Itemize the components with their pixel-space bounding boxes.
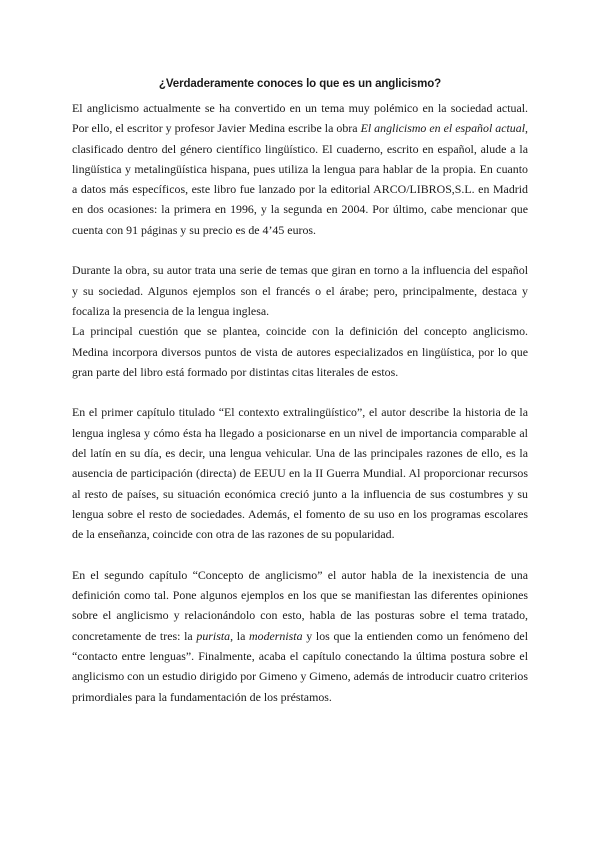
paragraph-text: El anglicismo actualmente se ha convertido en un tema muy polémico en la sociedad actual. Por ello, el escritor y profesor Javier Medina escribe la obra <box>72 101 528 136</box>
paragraph-main-question: La principal cuestión que se plantea, coincide con la definición del concepto anglicismo. Medina incorpora diversos puntos de vista de autores especializados en lingüística, por lo que gran parte del libro está formado por distintas citas literales de estos. <box>72 324 528 379</box>
paragraph-introduction <box>72 98 528 240</box>
paragraph-themes: Durante la obra, su autor trata una serie de temas que giran en torno a la influencia del español y su sociedad. Algunos ejemplos son el francés o el árabe; pero, principalmente, destaca y focaliza la presencia de la lengua inglesa. <box>72 263 528 318</box>
paragraph-chapter-two <box>72 565 528 707</box>
term-modernista: modernista <box>249 628 303 643</box>
paragraph-chapter-one: En el primer capítulo titulado “El contexto extralingüístico”, el autor describe la historia de la lengua inglesa y cómo ésta ha llegado a posicionarse en un nivel de importancia comparable al del latín en su día, es decir, una lengua vehicular. Una de las principales razones de ello, es la ausencia de participación (directa) de EEUU en la II Guerra Mundial. Al proporcionar recursos al resto de países, su situación económica creció junto a la influencia de sus costumbres y su lengua sobre el resto de sociedades. Además, el fomento de su uso en los programas escolares de la enseñanza, coincide con otra de las razones de su popularidad. <box>72 405 528 542</box>
paragraph-text: En el segundo capítulo “Concepto de anglicismo” el autor habla de la inexistencia de una definición como tal. Pone algunos ejemplos en los que se manifiestan las diferentes opiniones sobre el anglicismo y relacionándolo con esto, habla de las posturas sobre el tema tratado, concretamente de tres: la <box>72 567 528 643</box>
book-title: El anglicismo en el español actual <box>360 121 526 136</box>
term-purista: purista <box>196 628 231 643</box>
paragraph-text: y los que la entienden como un fenómeno del “contacto entre lenguas”. Finalmente, acaba el capítulo conectando la última postura sobre el anglicismo con un estudio dirigido por Gimeno y Gimeno, además de introducir cuatro criterios primordiales para la fundamentación de los préstamos. <box>72 628 529 704</box>
document-body <box>72 98 528 707</box>
paragraph-text: , la <box>230 628 250 643</box>
document-title: ¿Verdaderamente conoces lo que es un anglicismo? <box>158 78 442 90</box>
paragraph-text: , clasificado dentro del género científico lingüístico. El cuaderno, escrito en español, alude a la lingüística y metalingüística hispana, pues utiliza la lengua para hablar de la propia. En cuanto a datos más específicos, este libro fue lanzado por la editorial ARCO/LIBROS,S.L. en Madrid en dos ocasiones: la primera en 1996, y la segunda en 2004. Por último, cabe mencionar que cuenta con 91 páginas y su precio es de 4’45 euros. <box>72 121 528 237</box>
